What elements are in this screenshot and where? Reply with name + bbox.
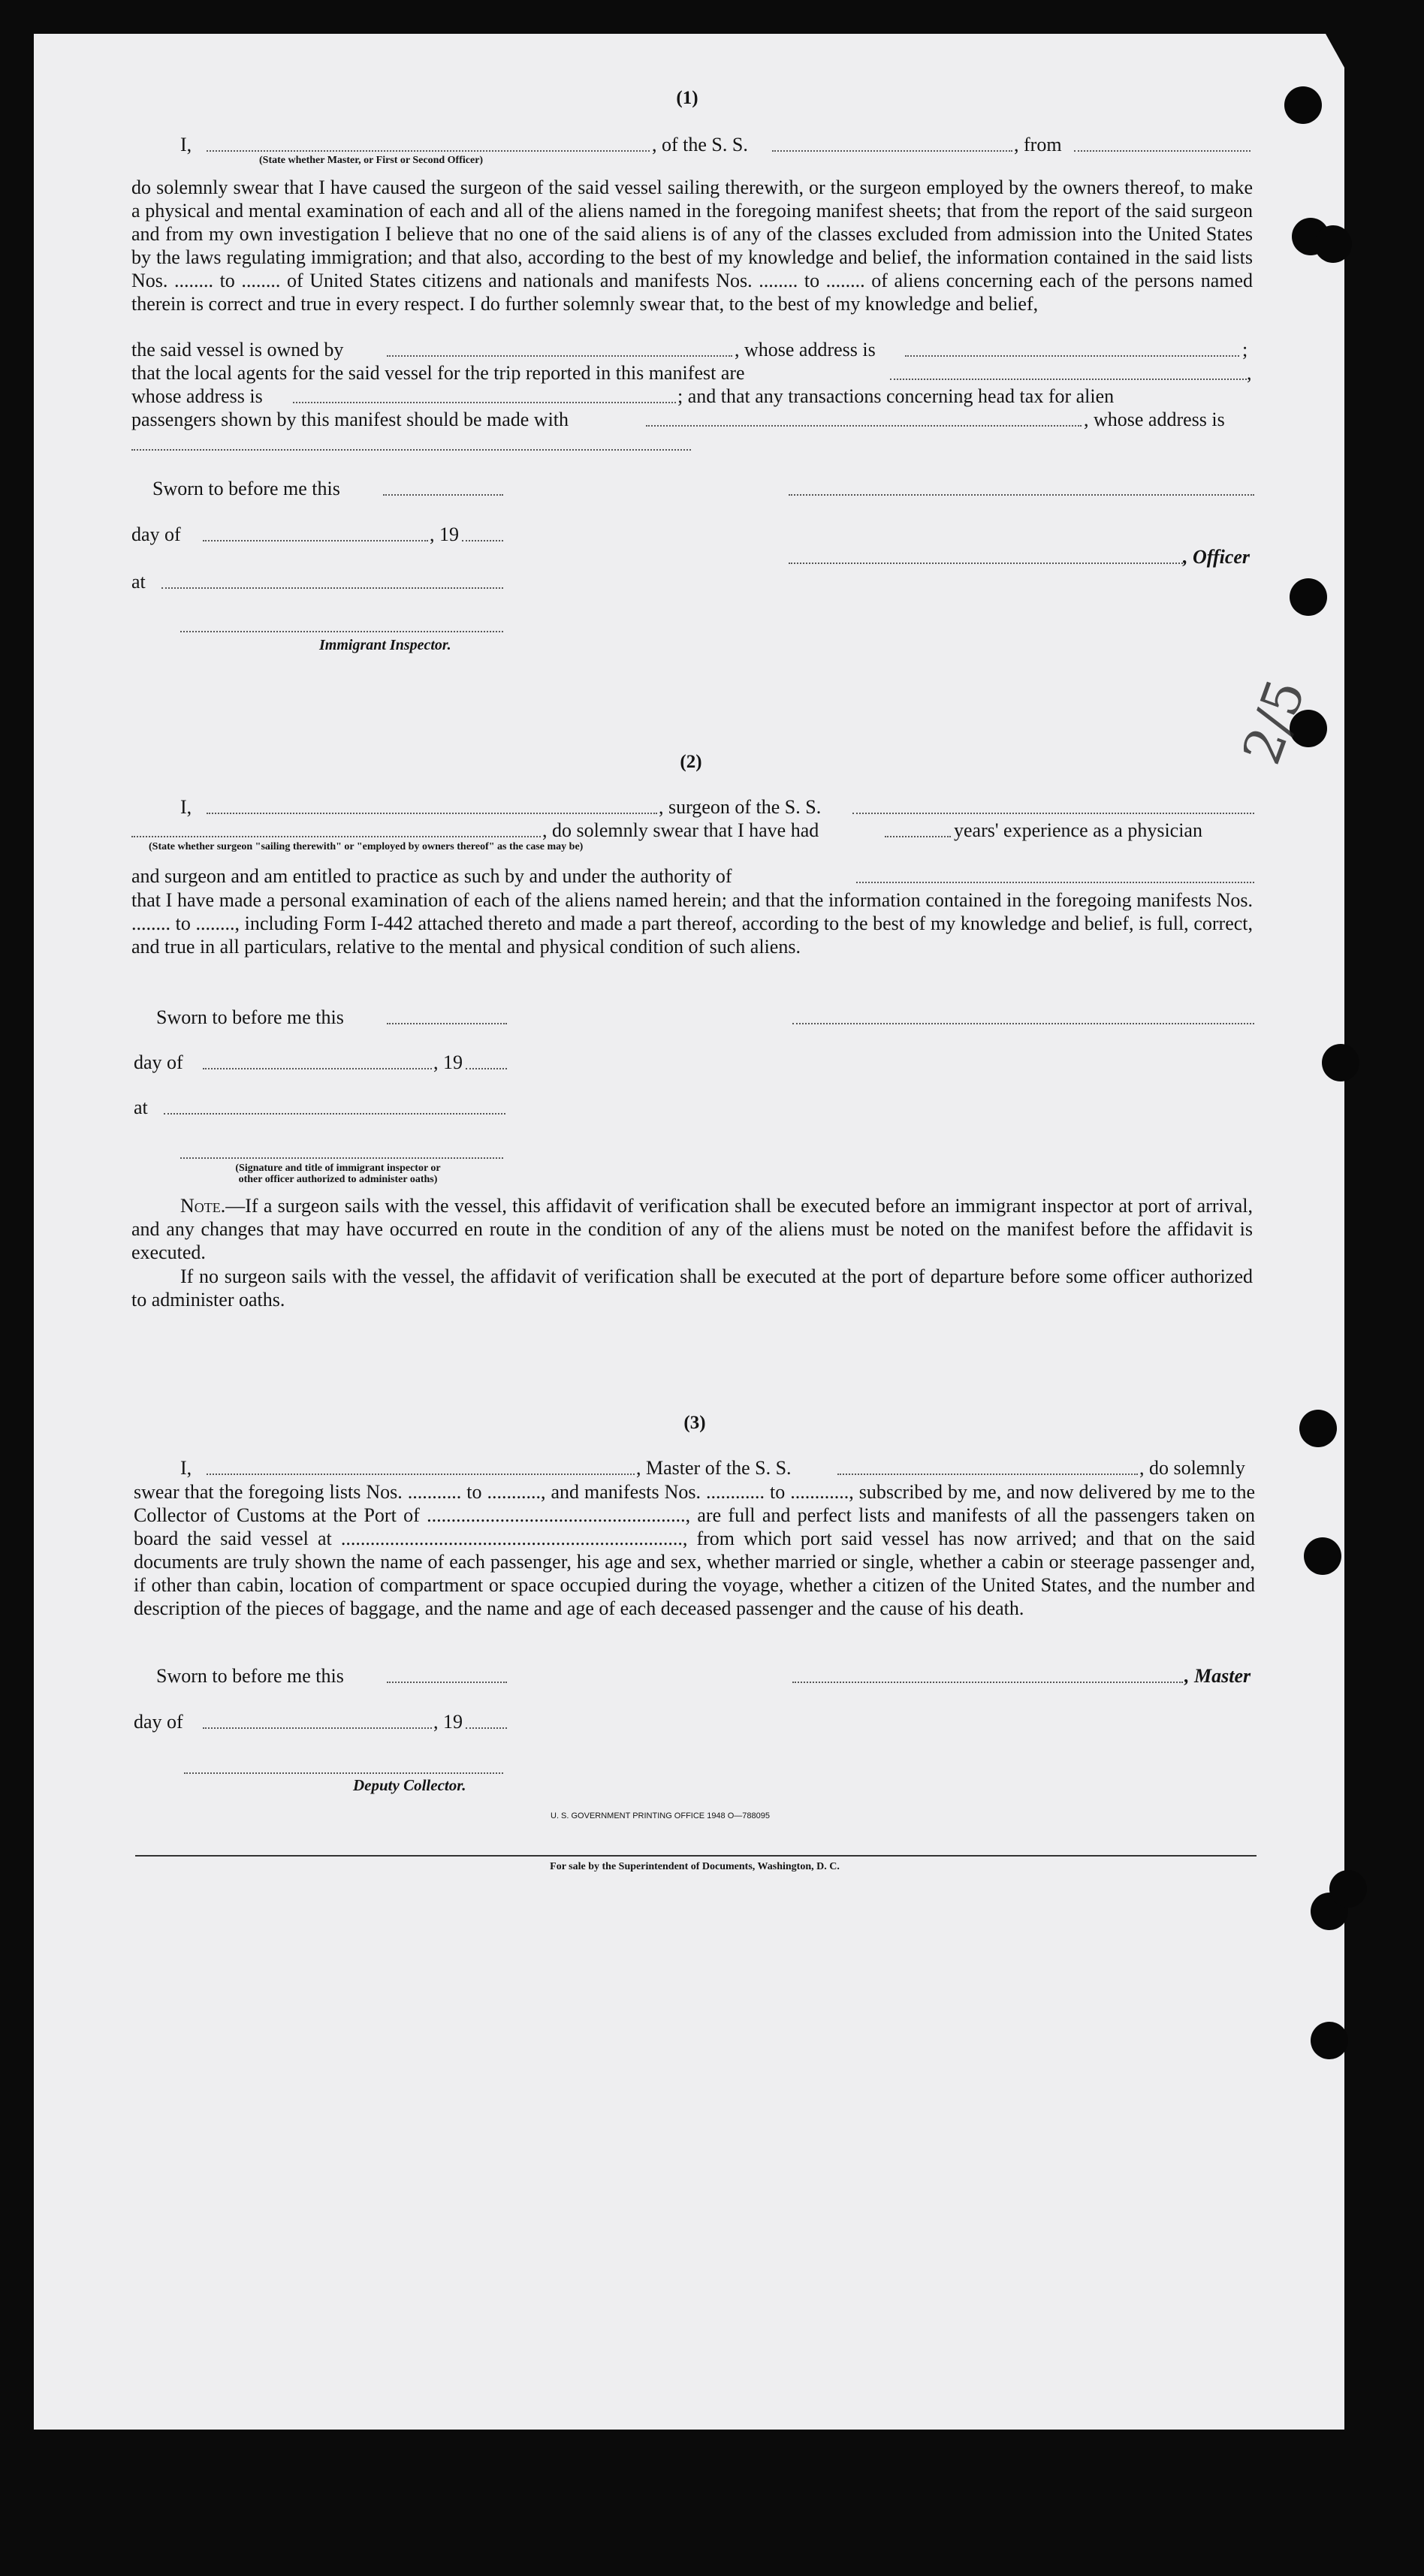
s3-master-field[interactable] [792,1682,1183,1683]
handwritten-mark: 2/5 [1230,671,1318,772]
s2-surgeon-of: , surgeon of the S. S. [659,796,822,818]
s2-name-field[interactable] [207,813,657,814]
punch-hole [1322,1044,1359,1081]
s1-passengers: passengers shown by this manifest should be made with [131,409,569,430]
s2-note [131,1194,1253,1264]
s3-sworn: Sworn to before me this [156,1665,344,1687]
s1-officer: , Officer [1183,546,1251,568]
gpo-imprint: U. S. GOVERNMENT PRINTING OFFICE 1948 O—788095 [551,1811,770,1820]
s2-sig-field[interactable] [180,1157,503,1159]
s3-master-of: , Master of the S. S. [636,1457,792,1479]
s1-vessel-field[interactable] [772,150,1012,152]
s2-years: years' experience as a physician [954,819,1202,841]
s1-name-field[interactable] [207,150,650,152]
s1-address3-field[interactable] [131,449,691,451]
s2-authority-field[interactable] [856,882,1254,883]
s2-sworn-field[interactable] [387,1023,507,1024]
s1-body: do solemnly swear that I have caused the surgeon of the said vessel sailing therewith, or the surgeon employed by the owners thereof, to make a physical and mental examination of each and all of the aliens named in the foregoing manifest sheets; that from the report of the said surgeon and from my own investigation I believe that no one of the said aliens is of any of the classes excluded from admission into the United States by the laws regulating immigration; and that also, according to the best of my knowledge and belief, the information contained in the said lists Nos. ........ to ........ of United States citizens and nationals and manifests Nos. ........ to ........ of aliens concerning each of the persons named therein is correct and true in every respect. I do further solemnly swear that, to the best of my knowledge and belief, [131,176,1253,315]
s1-from-field[interactable] [1074,150,1251,152]
s2-authority: and surgeon and am entitled to practice as such by and under the authority of [131,865,732,887]
s2-year: , 19 [433,1051,463,1073]
punch-hole [1304,1537,1341,1575]
s1-address2-field[interactable] [293,402,676,403]
note-label: Note. [180,1195,226,1217]
s3-i: I, [180,1457,192,1479]
section-3-heading: (3) [683,1413,706,1433]
semicolon: ; [1242,339,1248,360]
s2-i: I, [180,796,192,818]
s2-day-field[interactable] [203,1068,432,1069]
s1-head-tax: ; and that any transactions concerning head tax for alien [677,385,1115,407]
s3-body: swear that the foregoing lists Nos. ........... to ..........., and manifests Nos. ............ to ............, subscribed by me, and now delivered by me to the Collector of Customs at the Port of ....................................................., are full and perfect lists and manifests of all the passengers taken on board the said vessel at ......................................................................, from which port said vessel has now arrived; and that on the said documents are truly shown the name of each passenger, his age and sex, whether married or single, whether a cabin or steerage passenger and, if other than cabin, location of compartment or space occupied during the voyage, whether a citizen of the United States, and the number and description of the pieces of baggage, and the name and age of each deceased passenger and the cause of his death. [134,1481,1255,1619]
s3-day-field[interactable] [203,1727,432,1729]
s2-solemnly: , do solemnly swear that I have had [542,819,819,841]
note-text: —If a surgeon sails with the vessel, this affidavit of verification shall be executed before an immigrant inspector at port of arrival, and any changes that may have occurred en route in the condition of any of the aliens must be noted on the manifest before the affidavit is executed. [131,1195,1253,1263]
punch-hole [1314,225,1352,263]
s2-sig-note-2: other officer authorized to administer oaths) [238,1174,438,1185]
s2-body: that I have made a personal examination of each of the aliens named herein; and that the information contained in the foregoing manifests Nos. ........ to ........, including Form I-442 attached thereto and made a part thereof, according to the best of my knowledge and belief, is full, correct, and true in all particulars, relative to the mental and physical condition of such aliens. [131,889,1253,958]
sale-note: For sale by the Superintendent of Documents, Washington, D. C. [550,1861,840,1872]
s2-day: day of [134,1051,183,1073]
s1-agents-field[interactable] [890,379,1247,380]
s1-sworn: Sworn to before me this [152,478,340,499]
s3-do-solemnly: , do solemnly [1139,1457,1245,1479]
s3-sworn-field[interactable] [387,1682,507,1683]
s1-address-field[interactable] [905,355,1239,357]
s2-sailing-field[interactable] [131,836,541,837]
s1-sworn-field[interactable] [383,494,503,496]
s3-name-field[interactable] [207,1474,635,1475]
s3-vessel-field[interactable] [837,1474,1138,1475]
punch-hole [1299,1410,1337,1447]
s3-master: , Master [1184,1665,1251,1687]
punch-hole [1311,2022,1348,2059]
s1-owned-by: the said vessel is owned by [131,339,344,360]
s1-day-field[interactable] [203,540,428,541]
s3-deputy: Deputy Collector. [353,1776,466,1794]
s3-year-field[interactable] [466,1727,507,1729]
s1-from: , from [1014,134,1062,155]
section-2-heading: (2) [680,752,702,772]
s2-signature-field[interactable] [792,1023,1254,1024]
s1-whose-address2: whose address is [131,385,263,407]
footer-rule [135,1855,1257,1857]
s2-note-2: If no surgeon sails with the vessel, the affidavit of verification shall be executed at the port of departure before some officer authorized to administer oaths. [131,1265,1253,1311]
s2-sig-note-1: (Signature and title of immigrant inspector or [235,1163,441,1174]
s1-i: I, [180,134,192,155]
punch-hole [1290,578,1327,616]
s1-of-ss: , of the S. S. [652,134,748,155]
s1-officer-note: (State whether Master, or First or Second Officer) [259,155,484,166]
s1-passengers-field[interactable] [646,425,1082,427]
s2-sworn: Sworn to before me this [156,1006,344,1028]
section-1-heading: (1) [676,88,698,108]
s1-local-agents: that the local agents for the said vessel for the trip reported in this manifest are [131,362,745,384]
s1-at: at [131,571,146,593]
comma: , [1247,362,1252,384]
s3-year: , 19 [433,1711,463,1733]
s1-year: , 19 [430,523,459,545]
s1-at-field[interactable] [161,587,503,589]
s1-day: day of [131,523,181,545]
s1-inspector-sig[interactable] [180,631,503,632]
s1-owner-field[interactable] [387,355,732,357]
s1-year-field[interactable] [462,540,503,541]
s2-years-field[interactable] [885,836,951,837]
s1-signature-field[interactable] [789,494,1254,496]
s2-at: at [134,1096,148,1118]
s2-surgeon-note: (State whether surgeon "sailing therewith" or "employed by owners thereof" as the case may be) [149,841,584,852]
s1-inspector: Immigrant Inspector. [319,637,451,653]
punch-hole [1329,1870,1367,1908]
s1-whose-address3: , whose address is [1084,409,1225,430]
s2-at-field[interactable] [164,1113,505,1115]
punch-hole [1284,86,1322,124]
s1-whose-address: , whose address is [735,339,876,360]
s2-year-field[interactable] [466,1068,507,1069]
s2-vessel-field[interactable] [852,813,1254,814]
s3-day: day of [134,1711,183,1733]
s1-officer-field[interactable] [789,563,1183,564]
